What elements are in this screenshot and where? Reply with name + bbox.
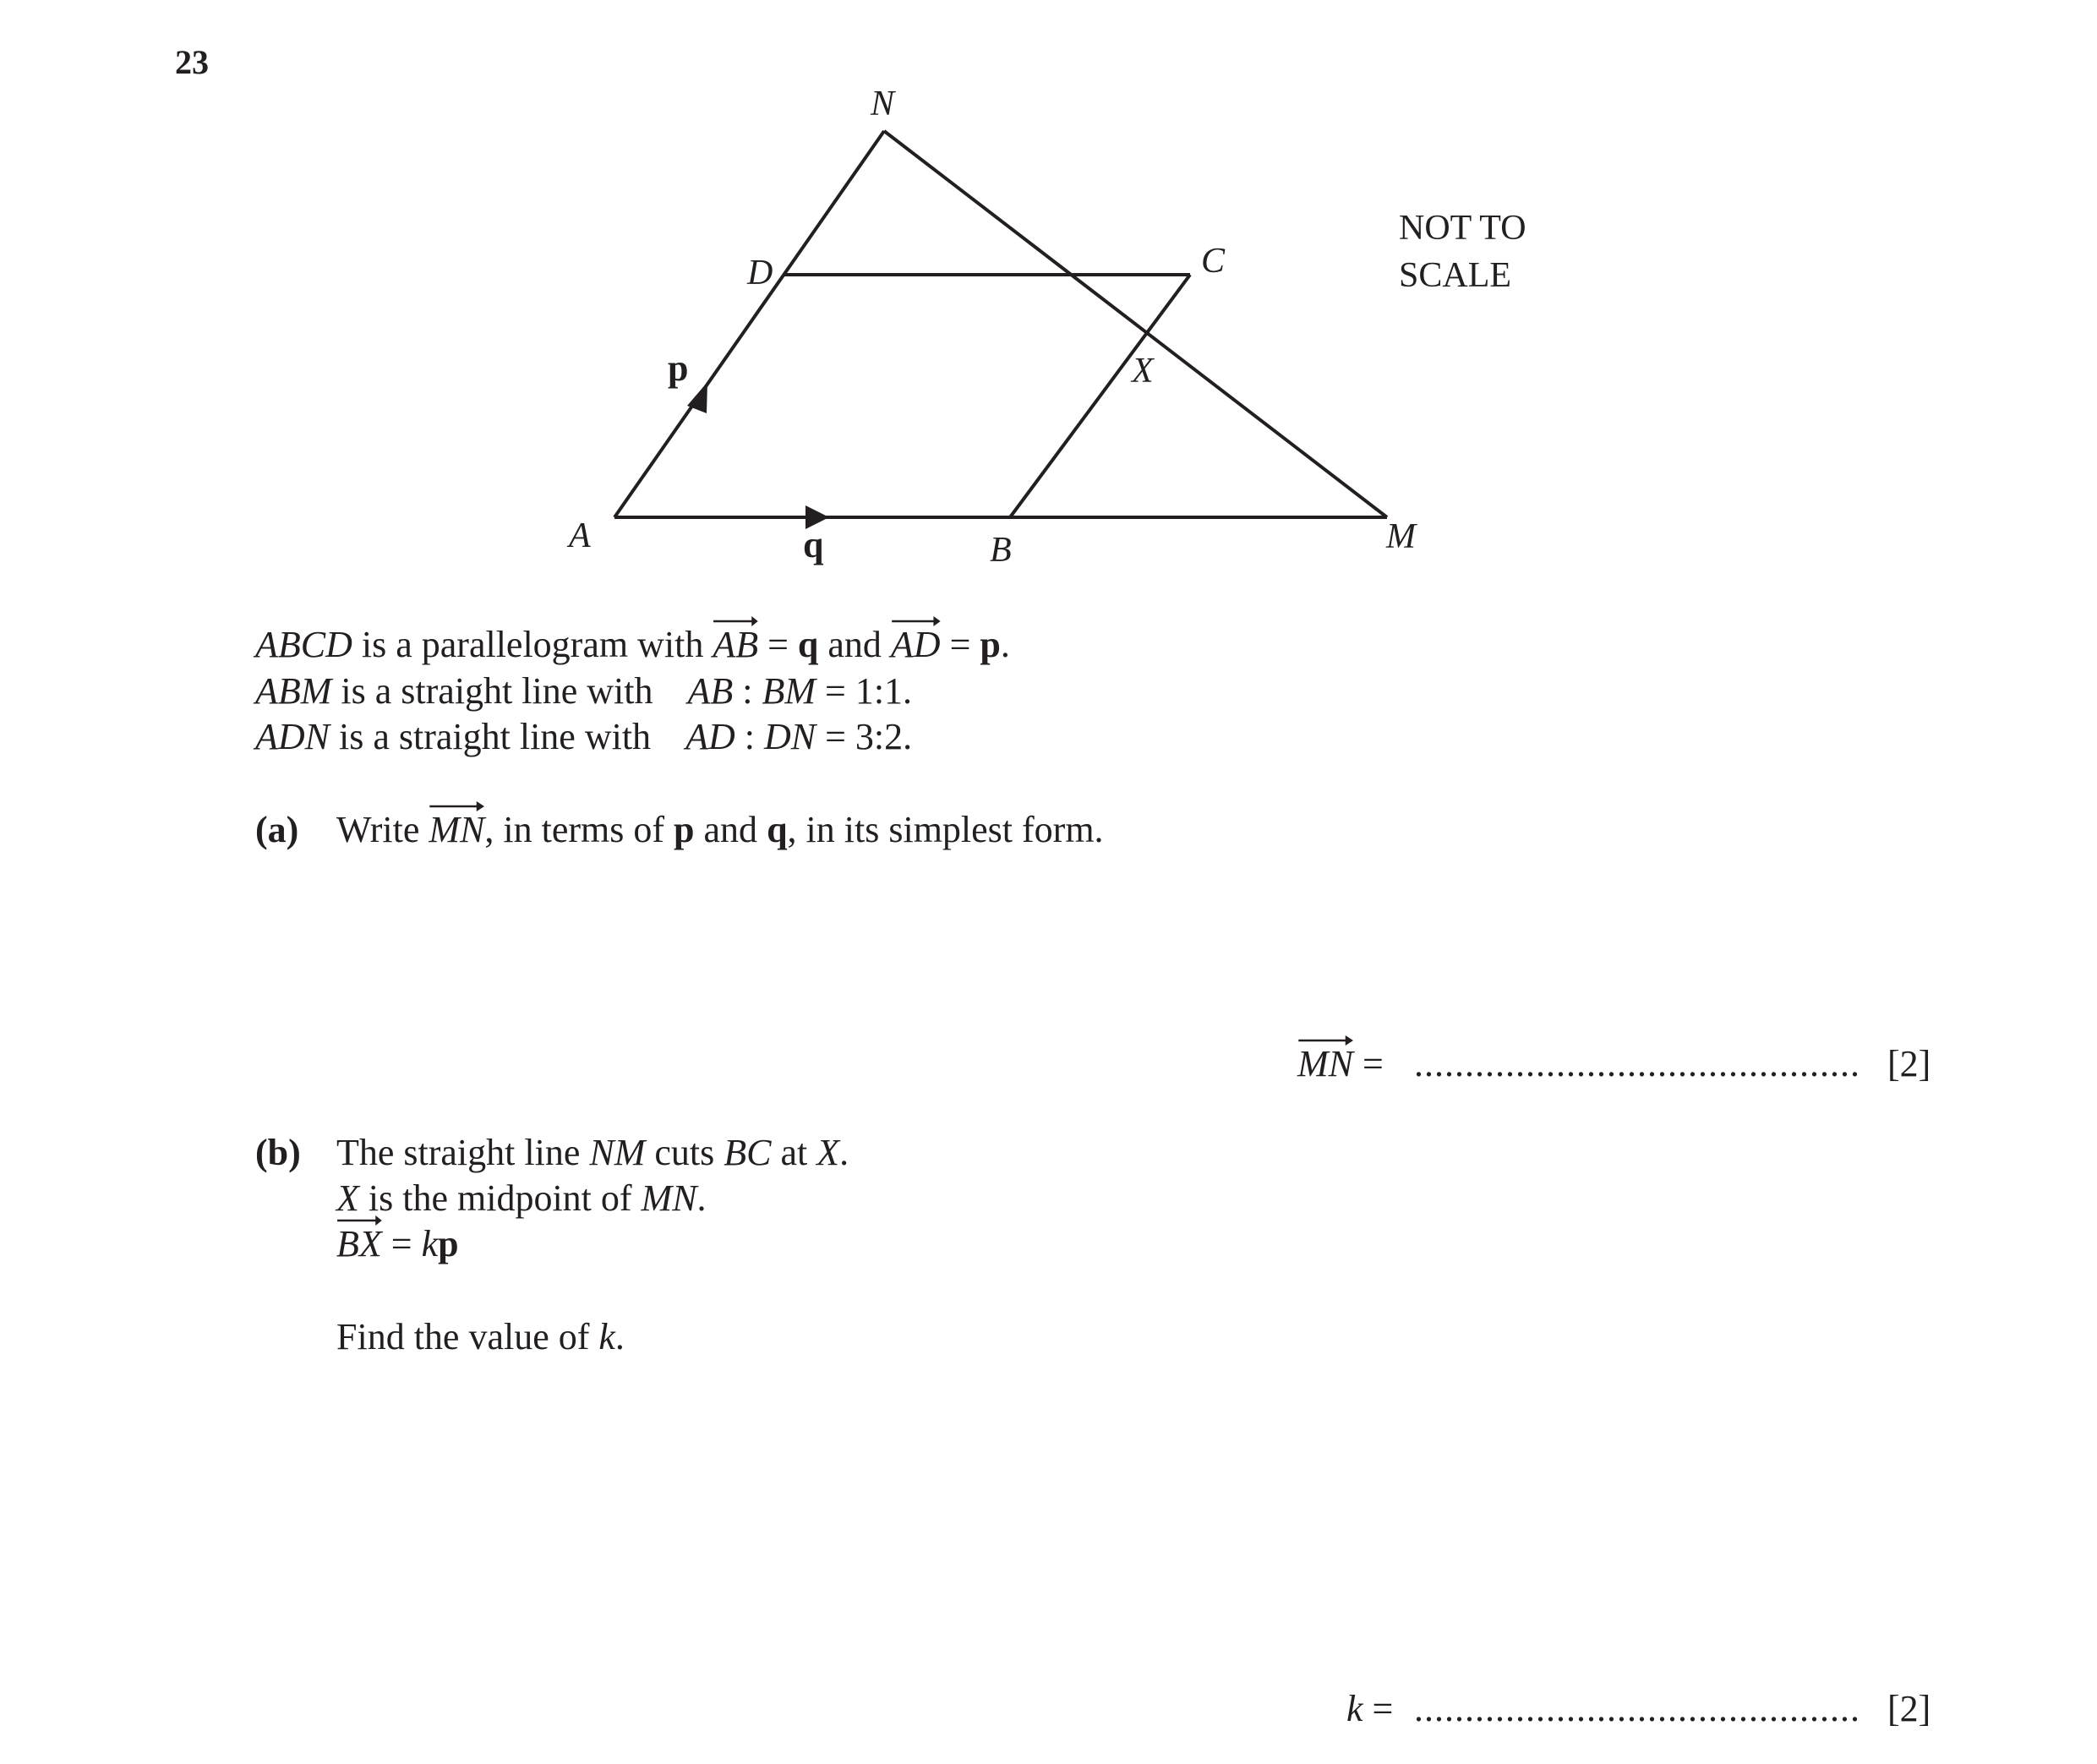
- geometry-diagram: [0, 0, 2097, 609]
- text-q-bold: q: [767, 809, 788, 850]
- not-to-scale-line2: SCALE: [1399, 256, 1512, 295]
- vector-BX-text: BX: [336, 1223, 382, 1264]
- part-b-line-2: [336, 1177, 707, 1221]
- question-number: 23: [175, 43, 209, 81]
- line-ADN: [614, 131, 884, 517]
- text-k: k: [598, 1316, 615, 1357]
- part-b-find: [336, 1315, 625, 1360]
- text-segment: cuts: [645, 1132, 724, 1173]
- text-segment: .: [1000, 624, 1010, 665]
- text-segment: is a parallelogram with: [352, 624, 713, 665]
- text-BM: BM: [762, 670, 816, 712]
- text-ABCD: ABCD: [255, 624, 352, 665]
- text-equals: =: [1353, 1043, 1384, 1084]
- text-segment: , in terms of: [484, 809, 674, 850]
- text-segment: is a straight line with: [330, 716, 661, 757]
- text-AD: AD: [685, 716, 735, 757]
- text-segment: is the midpoint of: [358, 1177, 642, 1219]
- text-p-bold: p: [674, 809, 695, 850]
- text-equals: =: [381, 1223, 422, 1264]
- line-BC: [1010, 275, 1190, 517]
- label-M: M: [1386, 517, 1416, 556]
- vector-MN-answer-text: MN: [1297, 1043, 1353, 1084]
- text-segment: .: [839, 1132, 849, 1173]
- part-a-question: [336, 808, 1104, 853]
- text-segment: , in its simplest form.: [787, 809, 1104, 850]
- stem-line-3: [255, 715, 912, 760]
- text-AB: AB: [687, 670, 734, 712]
- text-segment: is a straight line with: [331, 670, 663, 712]
- text-ADN: ADN: [255, 716, 330, 757]
- text-segment: :: [734, 716, 764, 757]
- vector-AB: [713, 623, 758, 668]
- label-B: B: [990, 531, 1012, 570]
- marks-a: [2]: [1887, 1043, 1931, 1084]
- part-b-label: (b): [255, 1132, 301, 1173]
- text-k-answer: k: [1346, 1688, 1363, 1729]
- vector-MN-answer: [1297, 1042, 1353, 1085]
- label-vector-q: q: [803, 524, 824, 565]
- text-equals: =: [1363, 1688, 1394, 1729]
- text-p-bold: p: [438, 1223, 459, 1264]
- text-segment: .: [614, 1316, 625, 1357]
- vector-AB-text: AB: [713, 624, 759, 665]
- not-to-scale-line1: NOT TO: [1399, 209, 1526, 248]
- part-a-label: (a): [255, 809, 299, 850]
- answer-field-a[interactable]: ............................................: [1414, 1043, 1860, 1084]
- label-vector-p: p: [668, 347, 689, 389]
- text-segment: and: [694, 809, 767, 850]
- text-DN: DN: [763, 716, 816, 757]
- part-b-line-1: [336, 1131, 849, 1176]
- text-MN: MN: [641, 1177, 697, 1219]
- label-D: D: [747, 254, 773, 292]
- text-q-bold: q: [797, 624, 819, 665]
- stem-line-1: [255, 623, 1010, 668]
- text-segment: Find the value of: [336, 1316, 599, 1357]
- vector-MN-text: MN: [429, 809, 485, 850]
- label-N: N: [871, 85, 895, 123]
- text-segment: at: [771, 1132, 817, 1173]
- vector-BX: [336, 1222, 382, 1267]
- text-segment: The straight line: [336, 1132, 590, 1173]
- text-segment: :: [733, 670, 762, 712]
- answer-field-b[interactable]: ............................................: [1414, 1688, 1860, 1729]
- stem-line-2: [255, 669, 912, 714]
- vector-AD: [891, 623, 941, 668]
- text-ratio: = 3:2.: [816, 716, 913, 757]
- text-X: X: [816, 1132, 840, 1173]
- text-p-bold: p: [980, 624, 1001, 665]
- text-segment: =: [758, 624, 798, 665]
- text-segment: .: [696, 1177, 707, 1219]
- marks-b: [2]: [1887, 1688, 1931, 1729]
- text-k: k: [421, 1223, 439, 1264]
- text-segment: and: [818, 624, 891, 665]
- text-X: X: [336, 1177, 359, 1219]
- text-ABM: ABM: [255, 670, 332, 712]
- text-ratio: = 1:1.: [816, 670, 913, 712]
- line-NM: [884, 131, 1387, 517]
- label-A: A: [569, 516, 591, 555]
- part-b-line-3: [336, 1222, 459, 1267]
- label-C: C: [1201, 242, 1226, 281]
- part-a-answer-line: [1297, 1042, 1384, 1085]
- vector-AD-text: AD: [890, 624, 941, 665]
- label-X: X: [1132, 352, 1154, 390]
- text-segment: Write: [336, 809, 429, 850]
- text-segment: =: [940, 624, 980, 665]
- vector-MN: [429, 808, 484, 853]
- text-BC: BC: [724, 1132, 772, 1173]
- part-b-answer-line: [1346, 1687, 1393, 1730]
- text-NM: NM: [589, 1132, 646, 1173]
